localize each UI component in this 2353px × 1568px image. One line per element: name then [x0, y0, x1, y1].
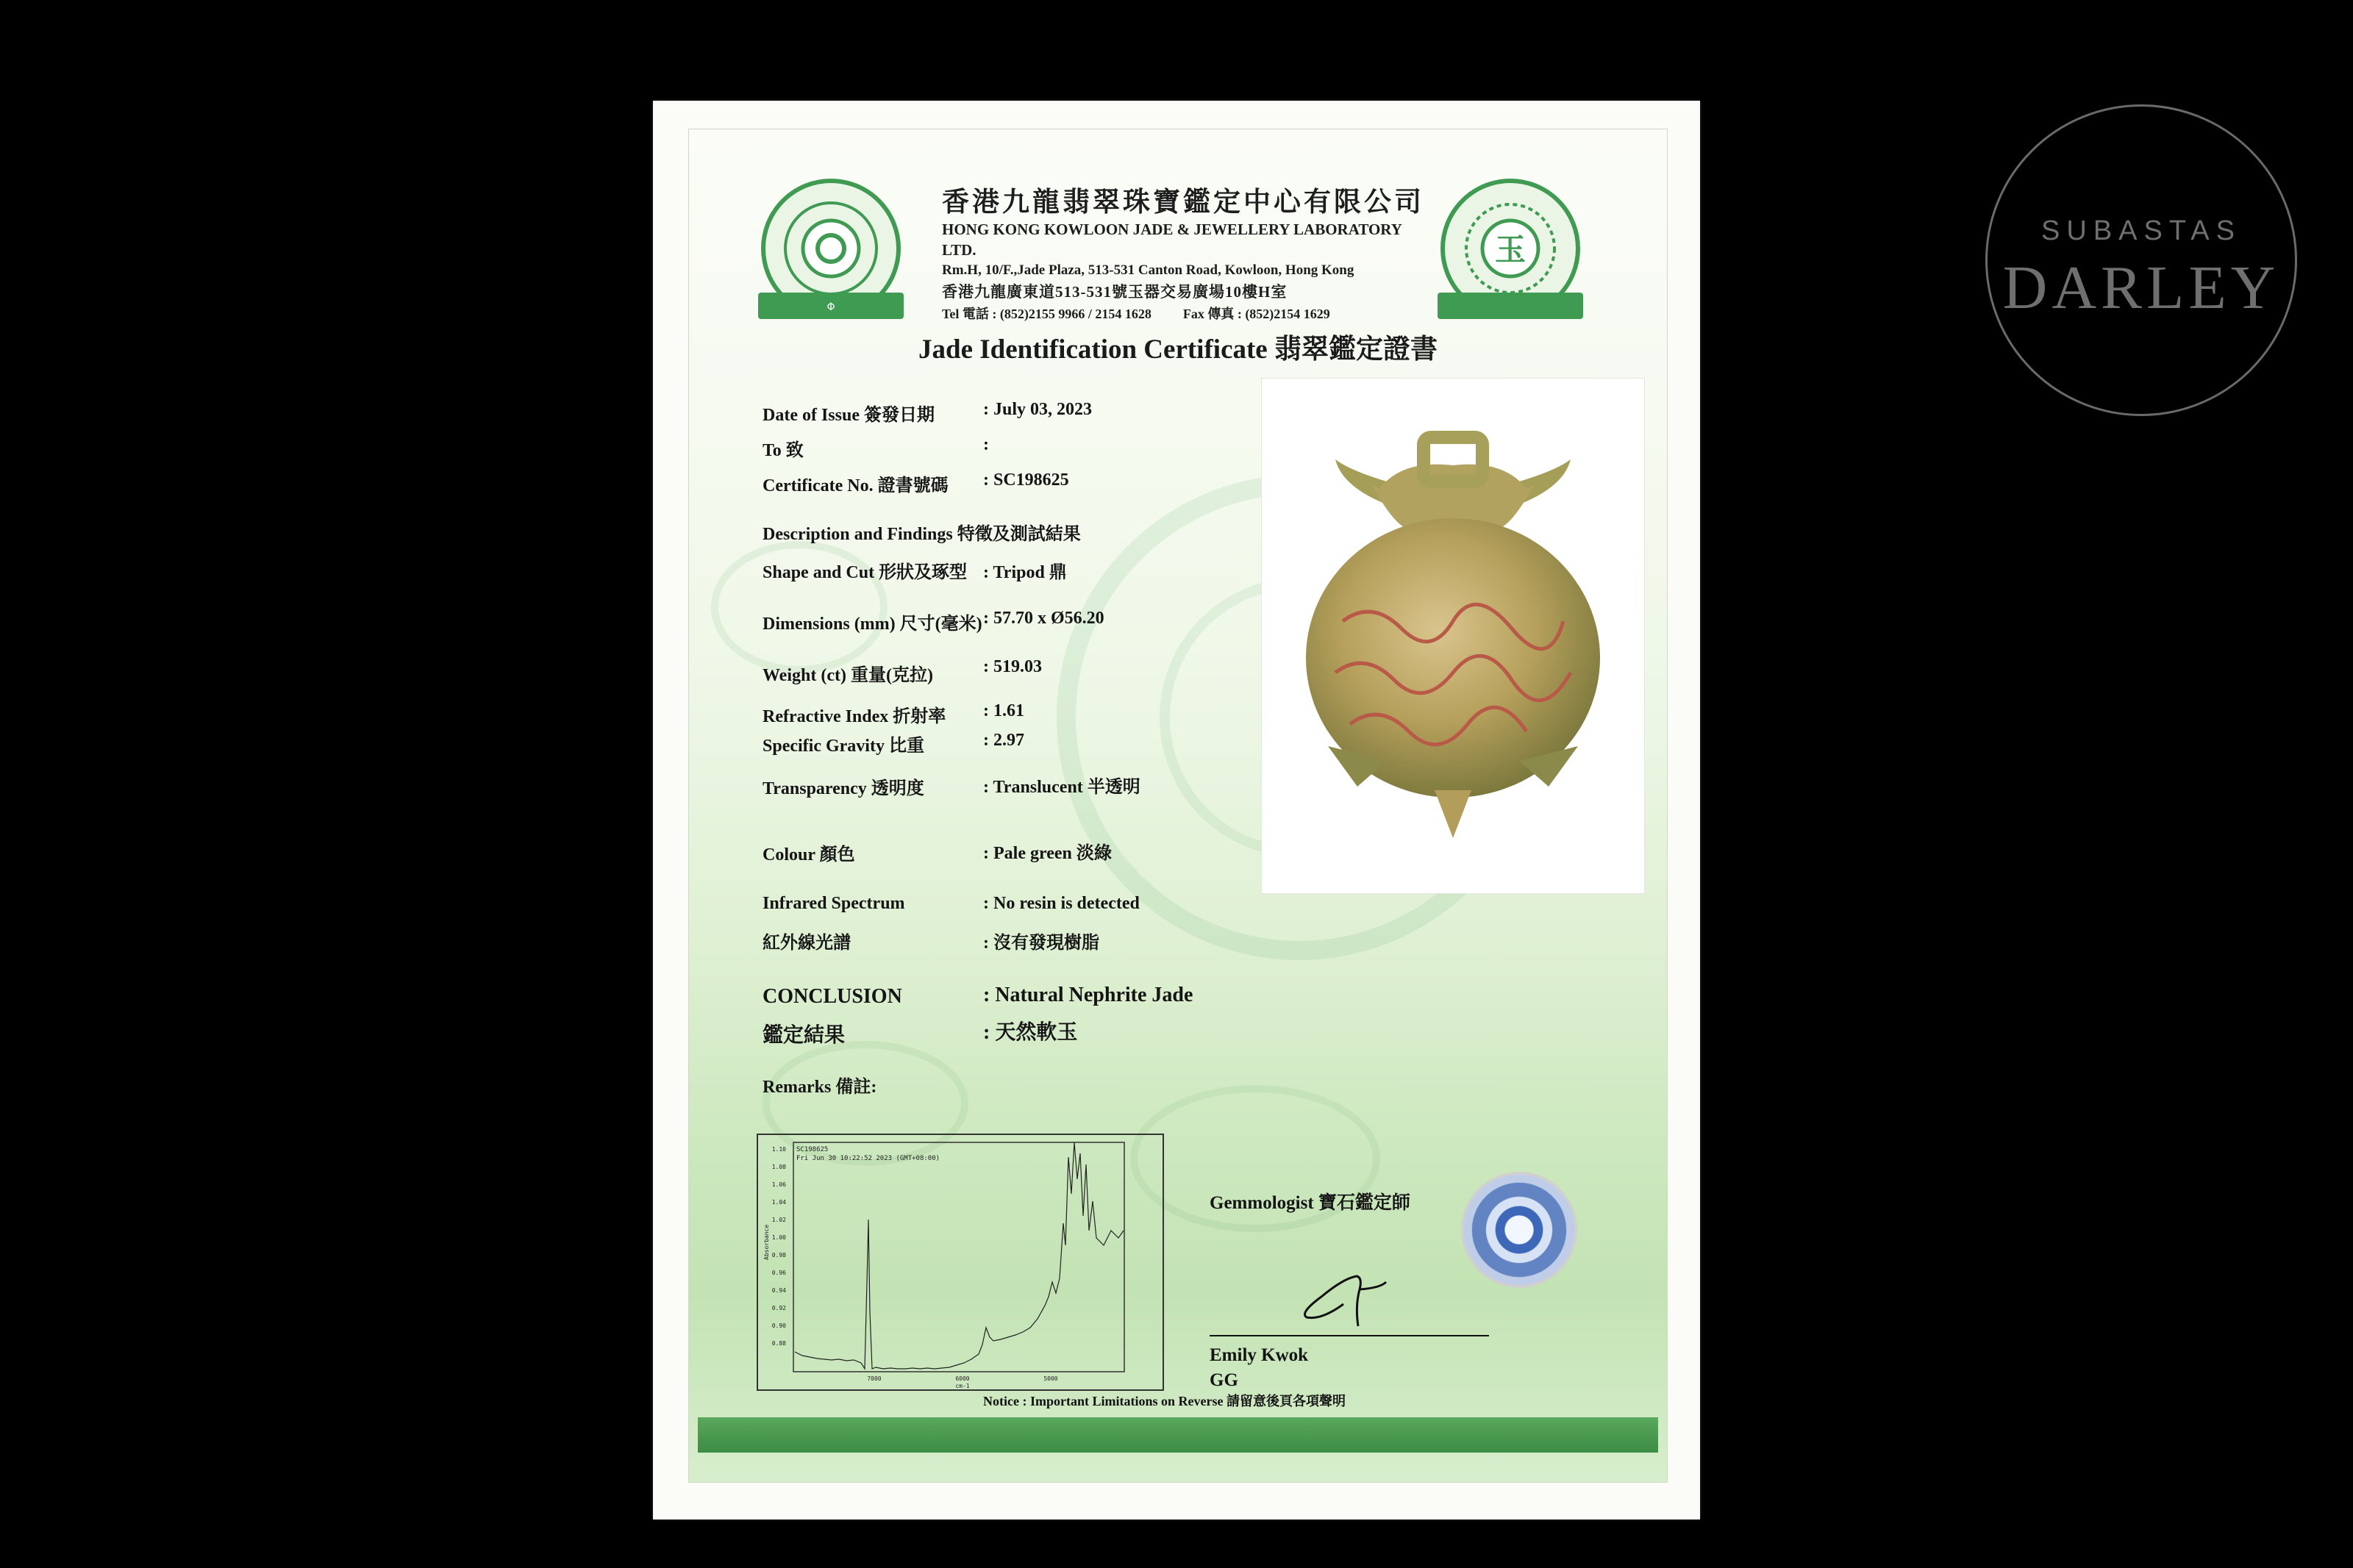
- logo-left-glyph: Φ: [826, 301, 835, 313]
- conclusion-value: : Natural Nephrite Jade: [983, 984, 1193, 1006]
- field-infrared-value: : No resin is detected: [983, 894, 1140, 913]
- company-address-zh: 香港九龍廣東道513-531號玉器交易廣場10樓H室: [942, 283, 1288, 301]
- lab-header: [942, 187, 1427, 325]
- y-tick: 0.94: [771, 1287, 786, 1294]
- spectrum-trace: [795, 1142, 1124, 1369]
- darley-watermark-logo: [1985, 104, 2297, 416]
- y-tick: 0.90: [771, 1322, 786, 1329]
- footer-green-bar: [698, 1417, 1658, 1453]
- field-colour-label: Colour 顏色: [763, 845, 855, 864]
- company-address-en: Rm.H, 10/F.,Jade Plaza, 513-531 Canton Road, Kowloon, Hong Kong: [942, 262, 1354, 278]
- lab-logo-left: [752, 175, 910, 332]
- company-name-en: HONG KONG KOWLOON JADE & JEWELLERY LABORATORY LTD.: [942, 221, 1402, 259]
- spectrum-x-label: cm-1: [955, 1383, 970, 1389]
- signature-line: [1210, 1335, 1489, 1336]
- jade-tripod-photo: [1261, 378, 1645, 894]
- field-refractive-index-label: Refractive Index 折射率: [763, 707, 946, 726]
- field-dimensions-value: : 57.70 x Ø56.20: [983, 609, 1104, 628]
- field-shape-value: : Tripod 鼎: [983, 563, 1067, 582]
- conclusion-value-zh: : 天然軟玉: [983, 1021, 1078, 1044]
- spectrum-y-label: Absorbance: [763, 1224, 770, 1260]
- section-description-heading: Description and Findings 特徵及測試結果: [763, 525, 1081, 544]
- y-tick: 1.00: [771, 1234, 786, 1241]
- field-date-label: Date of Issue 簽發日期: [763, 406, 935, 425]
- y-tick: 1.06: [771, 1181, 786, 1188]
- gemmologist-label: Gemmologist 寶石鑑定師: [1210, 1193, 1410, 1213]
- field-colour-value: : Pale green 淡綠: [983, 844, 1112, 863]
- y-tick: 0.88: [771, 1340, 786, 1347]
- spectrum-header-line2: Fri Jun 30 10:22:52 2023 (GMT+08:00): [796, 1155, 940, 1162]
- certificate-title: Jade Identification Certificate 翡翠鑑定證書: [918, 334, 1438, 365]
- field-to-value: :: [983, 435, 989, 454]
- field-transparency-value: : Translucent 半透明: [983, 778, 1140, 797]
- y-tick: 1.02: [771, 1217, 786, 1223]
- association-logo-right: [1432, 175, 1589, 332]
- field-certificate-no-label: Certificate No. 證書號碼: [763, 476, 949, 495]
- gemmologist-signature: [1292, 1267, 1424, 1333]
- field-infrared-label: Infrared Spectrum: [763, 894, 905, 913]
- hologram-seal-icon: [1461, 1172, 1577, 1288]
- jade-tripod-image: [1262, 379, 1644, 893]
- conclusion-label-zh: 鑑定結果: [763, 1024, 846, 1047]
- certificate-sheet: [653, 101, 1700, 1519]
- field-weight-label: Weight (ct) 重量(克拉): [763, 666, 933, 685]
- company-name-zh: 香港九龍翡翠珠寶鑑定中心有限公司: [942, 187, 1424, 218]
- field-weight-value: : 519.03: [983, 657, 1042, 676]
- y-tick: 0.98: [771, 1252, 786, 1259]
- y-tick: 1.10: [771, 1146, 786, 1153]
- field-infrared-value-zh: : 沒有發現樹脂: [983, 934, 1099, 953]
- y-tick: 1.08: [771, 1164, 786, 1170]
- y-tick: 0.96: [771, 1270, 786, 1276]
- field-refractive-index-value: : 1.61: [983, 701, 1024, 720]
- notice-text: Notice : Important Limitations on Reverse 請留意後頁各項聲明: [983, 1394, 1346, 1408]
- field-dimensions-label: Dimensions (mm) 尺寸(毫米): [763, 615, 982, 634]
- y-tick: 0.92: [771, 1305, 786, 1311]
- remarks-label: Remarks 備註:: [763, 1078, 877, 1097]
- field-specific-gravity-label: Specific Gravity 比重: [763, 737, 924, 756]
- spectrum-header-line1: SC198625: [796, 1146, 829, 1153]
- company-tel: Tel 電話 : (852)2155 9966 / 2154 1628: [942, 307, 1151, 321]
- field-to-label: To 致: [763, 441, 804, 460]
- spectrum-plot: [758, 1135, 1163, 1389]
- watermark-subtitle: SUBASTAS: [2041, 215, 2241, 246]
- x-tick: 7000: [867, 1375, 882, 1382]
- conclusion-label: CONCLUSION: [763, 985, 902, 1008]
- field-infrared-label-zh: 紅外線光譜: [763, 934, 851, 953]
- logo-right-glyph: 玉: [1494, 232, 1527, 268]
- gemmologist-title: GG: [1210, 1370, 1238, 1390]
- infrared-spectrum-chart: [757, 1134, 1164, 1391]
- x-tick: 6000: [955, 1375, 970, 1382]
- field-date-value: : July 03, 2023: [983, 400, 1093, 419]
- x-tick: 5000: [1043, 1375, 1058, 1382]
- company-fax: Fax 傳真 : (852)2154 1629: [1182, 307, 1330, 321]
- certificate-document: [688, 129, 1668, 1483]
- field-shape-label: Shape and Cut 形狀及琢型: [763, 563, 968, 582]
- gemmologist-name: Emily Kwok: [1210, 1345, 1309, 1365]
- watermark-title: DARLEY: [2002, 254, 2280, 322]
- field-certificate-no-value: : SC198625: [983, 470, 1069, 490]
- y-tick: 1.04: [771, 1199, 786, 1206]
- field-transparency-label: Transparency 透明度: [763, 779, 924, 798]
- field-specific-gravity-value: : 2.97: [983, 731, 1024, 750]
- company-phone-fax: [942, 303, 1427, 325]
